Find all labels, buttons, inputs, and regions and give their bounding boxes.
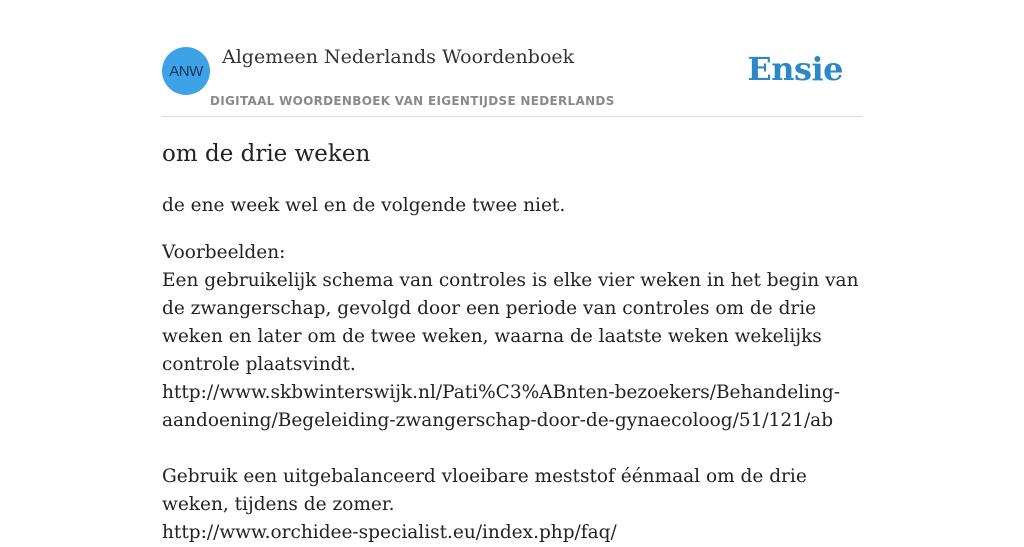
entry-definition: de ene week wel en de volgende twee niet. — [162, 195, 566, 216]
anw-logo-text: ANW — [169, 62, 203, 80]
example-text: Gebruik een uitgebalanceerd vloeibare meststof éénmaal om de drie weken, tijdens de zomer. — [162, 466, 807, 515]
dictionary-title[interactable]: Algemeen Nederlands Woordenboek — [222, 46, 575, 68]
example-text: Een gebruikelijk schema van controles is elke vier weken in het begin van de zwangerschap, gevolgd door een periode van controles om de drie weken en later om de twee weken, waarna de laatste weken wekelijks controle plaatsvindt. — [162, 270, 859, 375]
example-source-url[interactable]: http://www.orchidee-specialist.eu/index.php/faq/ — [162, 522, 617, 543]
examples-section — [162, 239, 867, 547]
site-header — [162, 44, 862, 117]
example-item — [162, 267, 867, 435]
ensie-brand-logo[interactable]: Ensie — [747, 50, 843, 88]
dictionary-subtitle: DIGITAAL WOORDENBOEK VAN EIGENTIJDSE NEDERLANDS — [210, 94, 615, 108]
entry-headword: om de drie weken — [162, 141, 371, 167]
example-item — [162, 463, 867, 547]
dictionary-entry — [162, 136, 867, 547]
examples-label: Voorbeelden: — [162, 242, 286, 263]
anw-logo[interactable] — [162, 47, 210, 95]
example-source-url[interactable]: http://www.skbwinterswijk.nl/Pati%C3%ABnten-bezoekers/Behandeling-aandoening/Begeleiding-zwangerschap-door-de-gynaecoloog/51/121/ab — [162, 382, 840, 431]
